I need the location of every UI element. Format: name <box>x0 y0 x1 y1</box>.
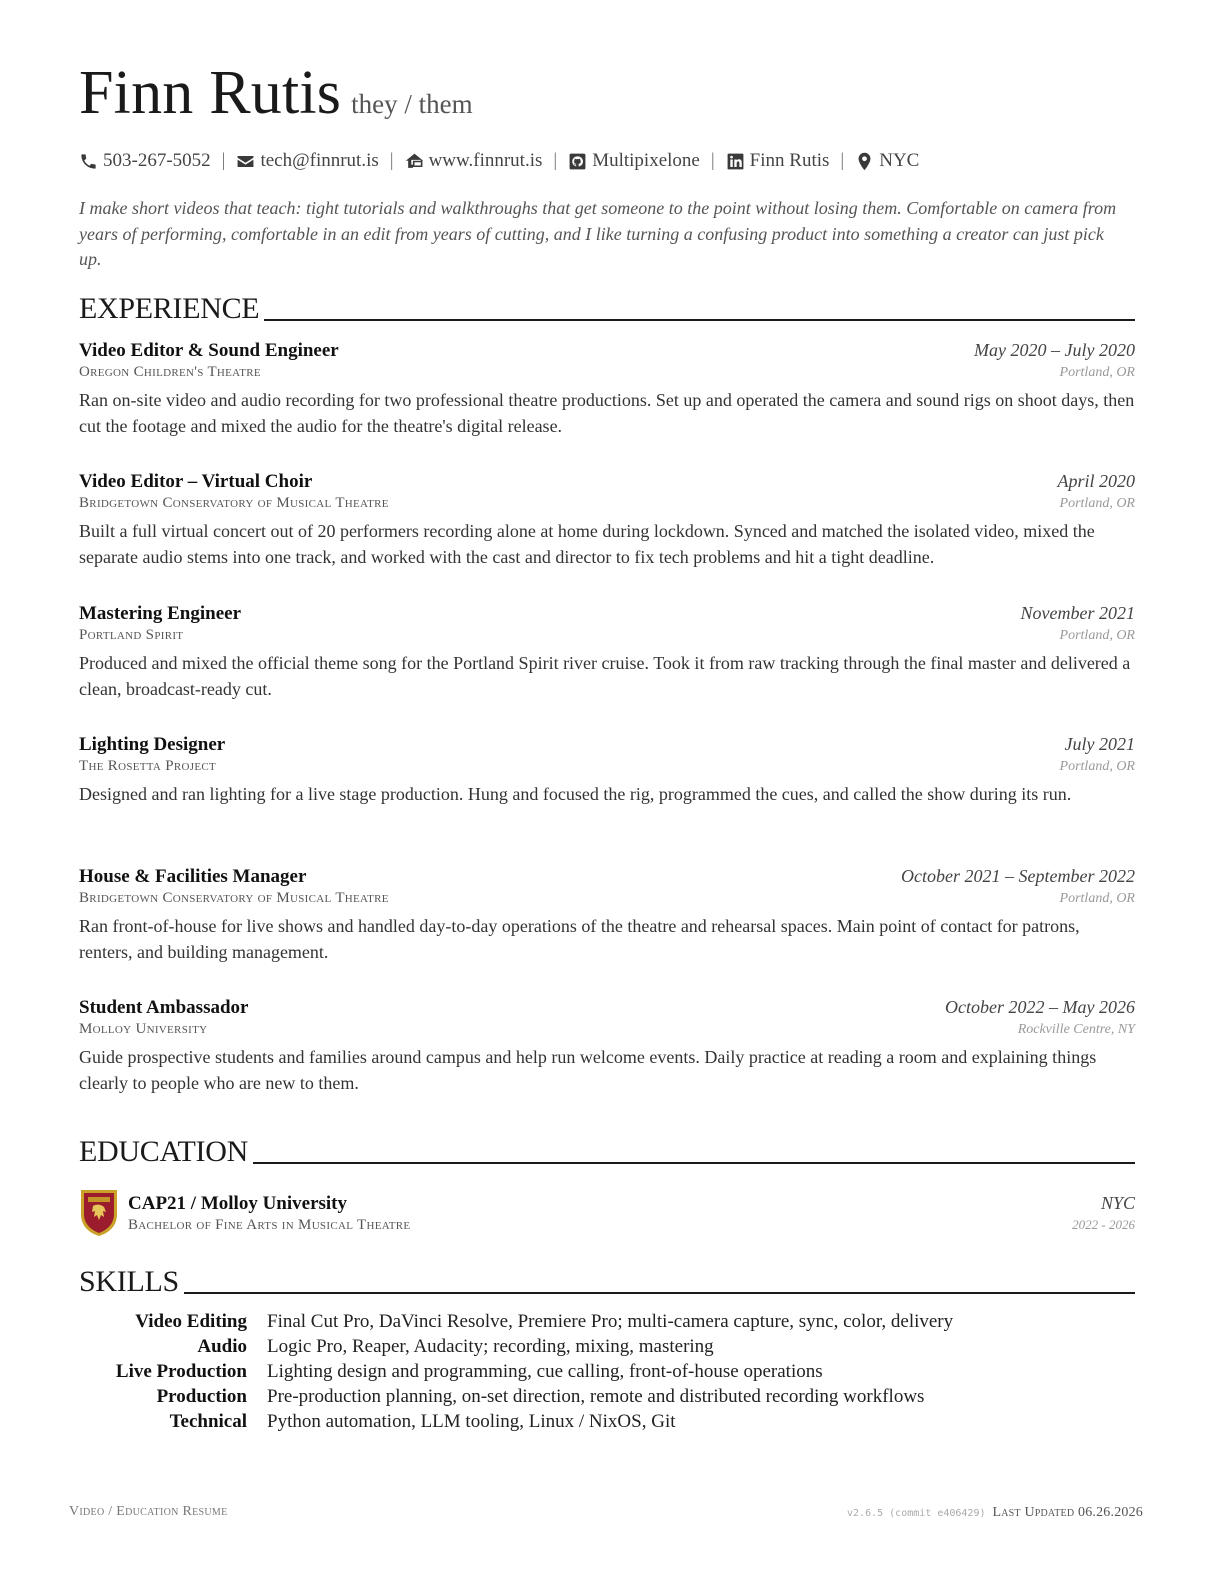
job-title: House & Facilities Manager <box>79 866 307 887</box>
skill-row <box>79 1336 1135 1361</box>
job-title: Lighting Designer <box>79 734 226 755</box>
experience-entry <box>79 734 1135 807</box>
organization: Bridgetown Conservatory of Musical Theatre <box>79 495 389 511</box>
organization: The Rosetta Project <box>79 758 216 774</box>
experience-entry <box>79 340 1135 439</box>
job-dates: October 2021 – September 2022 <box>901 866 1135 886</box>
contact-separator: | <box>221 150 226 171</box>
job-description: Ran front-of-house for live shows and handled day-to-day operations of the theatre and rehearsal spaces. Main point of contact for patrons, renters, and building management. <box>79 916 1080 962</box>
section-rule <box>184 1292 1135 1294</box>
footer-last-updated: Last Updated 06.26.2026 <box>992 1505 1143 1520</box>
job-title: Student Ambassador <box>79 997 249 1018</box>
degree: Bachelor of Fine Arts in Musical Theatre <box>128 1216 411 1233</box>
school-name: CAP21 / Molloy University <box>128 1192 348 1214</box>
job-dates: October 2022 – May 2026 <box>945 997 1135 1017</box>
job-title: Video Editor – Virtual Choir <box>79 471 313 492</box>
section-heading-skills <box>79 1267 1135 1297</box>
section-title-education: EDUCATION <box>79 1135 248 1168</box>
job-location: Portland, OR <box>1059 759 1135 774</box>
skill-value: Pre-production planning, on-set direction, remote and distributed recording workflows <box>267 1386 925 1407</box>
map-pin-icon <box>855 152 874 171</box>
organization: Oregon Children's Theatre <box>79 364 261 380</box>
job-dates: July 2021 <box>1064 734 1135 754</box>
footer-version: v2.6.5 (commit e406429) <box>847 1508 986 1519</box>
job-description: Ran on-site video and audio recording for two professional theatre productions. Set up and operated the camera and sound rigs on shoot days, then cut the footage and mixed the audio for the theatre's digital release. <box>79 390 1135 436</box>
contact-email[interactable] <box>236 150 378 172</box>
envelope-icon <box>236 152 255 171</box>
contact-phone-text: 503-267-5052 <box>103 150 211 171</box>
pronouns: they / them <box>351 89 473 119</box>
skill-label: Technical <box>169 1411 247 1432</box>
footer-meta <box>847 1505 1143 1521</box>
github-icon <box>568 152 587 171</box>
contact-linkedin-text: Finn Rutis <box>749 150 830 171</box>
skill-value: Final Cut Pro, DaVinci Resolve, Premiere Pro; multi-camera capture, sync, color, delivery <box>267 1311 954 1332</box>
university-crest-icon <box>79 1188 119 1238</box>
experience-entry <box>79 997 1135 1096</box>
skill-row <box>79 1311 1135 1336</box>
linkedin-icon <box>726 152 745 171</box>
organization: Portland Spirit <box>79 627 184 643</box>
experience-entry <box>79 603 1135 702</box>
contact-separator: | <box>840 150 845 171</box>
person-name: Finn Rutis <box>79 59 342 127</box>
section-rule <box>264 319 1135 321</box>
skill-label: Audio <box>197 1336 247 1357</box>
job-title: Video Editor & Sound Engineer <box>79 340 339 361</box>
contact-separator: | <box>553 150 558 171</box>
contact-email-text: tech@finnrut.is <box>260 150 379 171</box>
job-dates: November 2021 <box>1020 603 1135 623</box>
organization: Bridgetown Conservatory of Musical Theatre <box>79 890 389 906</box>
experience-entry <box>79 866 1135 965</box>
skill-row <box>79 1411 1135 1436</box>
section-rule <box>253 1162 1135 1164</box>
section-title-skills: SKILLS <box>79 1265 179 1298</box>
experience-entry <box>79 471 1135 570</box>
contact-location <box>855 150 919 172</box>
contact-github-text: Multipixelone <box>592 150 700 171</box>
contact-bar <box>79 150 919 172</box>
contact-separator: | <box>389 150 394 171</box>
contact-location-text: NYC <box>879 150 920 171</box>
job-description: Designed and ran lighting for a live stage production. Hung and focused the rig, programmed the cues, and called the show during its run. <box>79 784 1072 804</box>
school-location: NYC <box>1100 1192 1135 1213</box>
footer-resume-type: Video / Education Resume <box>69 1504 228 1519</box>
organization: Molloy University <box>79 1021 208 1037</box>
header <box>79 58 473 129</box>
job-description: Produced and mixed the official theme song for the Portland Spirit river cruise. Took it from raw tracking through the final master and delivered a clean, broadcast-ready cut. <box>79 653 1131 699</box>
section-heading-education <box>79 1137 1135 1167</box>
section-heading-experience <box>79 294 1135 324</box>
job-title: Mastering Engineer <box>79 603 242 624</box>
job-location: Portland, OR <box>1059 891 1135 906</box>
job-location: Portland, OR <box>1059 496 1135 511</box>
contact-separator: | <box>710 150 715 171</box>
skill-label: Live Production <box>115 1361 247 1382</box>
job-location: Portland, OR <box>1059 628 1135 643</box>
phone-icon <box>79 152 98 171</box>
contact-github[interactable] <box>568 150 700 172</box>
job-location: Portland, OR <box>1059 365 1135 380</box>
school-years: 2022 - 2026 <box>1072 1216 1135 1232</box>
job-description: Guide prospective students and families around campus and help run welcome events. Daily practice at reading a room and explaining things clearly to people who are new to them. <box>79 1047 1097 1093</box>
contact-website-text: www.finnrut.is <box>428 150 543 171</box>
contact-website[interactable] <box>405 150 543 172</box>
skill-label: Video Editing <box>135 1311 247 1332</box>
skill-row <box>79 1361 1135 1386</box>
job-location: Rockville Centre, NY <box>1017 1022 1135 1037</box>
skill-value: Python automation, LLM tooling, Linux / NixOS, Git <box>267 1411 676 1432</box>
skills-table <box>79 1311 1135 1436</box>
job-dates: April 2020 <box>1057 471 1135 491</box>
summary-paragraph: I make short videos that teach: tight tutorials and walkthroughs that get someone to the point without losing them. Comfortable on camera from years of performing, comfortable in an edit from years of cutting, and I like turning a confusing product into something a creator can just pick up. <box>79 198 1117 269</box>
skill-value: Logic Pro, Reaper, Audacity; recording, mixing, mastering <box>267 1336 714 1357</box>
skill-value: Lighting design and programming, cue calling, front-of-house operations <box>267 1361 823 1382</box>
skill-label: Production <box>156 1386 247 1407</box>
job-description: Built a full virtual concert out of 20 performers recording alone at home during lockdown. Synced and matched the isolated video, mixed the separate audio stems into one track, and worked with the cast and director to fix tech problems and hit a tight deadline. <box>79 521 1095 567</box>
skill-row <box>79 1386 1135 1411</box>
education-entry <box>79 1188 1135 1238</box>
section-title-experience: EXPERIENCE <box>79 292 260 325</box>
home-laptop-icon <box>405 152 424 171</box>
contact-linkedin[interactable] <box>726 150 830 172</box>
job-dates: May 2020 – July 2020 <box>974 340 1135 360</box>
contact-phone[interactable] <box>79 150 211 172</box>
